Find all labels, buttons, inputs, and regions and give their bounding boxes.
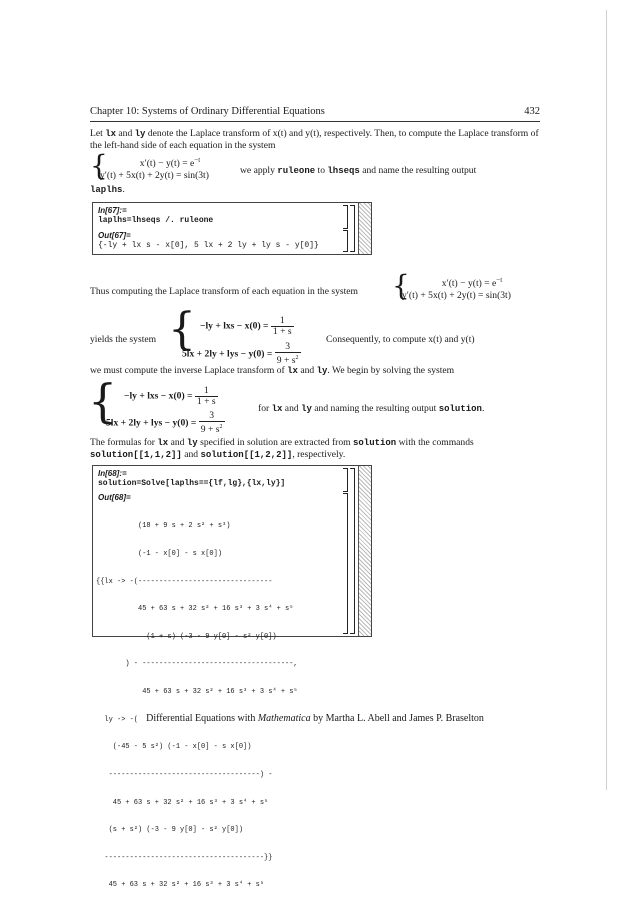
cell68-output-code: (18 + 9 s + 2 s² + s³) (-1 - x[0] - s x[0]) {{lx -> -(-------------------------------- 45 + 63 s + 32 s² + 16 s³ + 3 s⁴ + s⁵ (1 + s) (-3 - 9 y[0] - s² y[0]) ) - ------------------------------------, 45 + 63 s + 32 s² + 16 s³ + 3 s⁴ + s⁵ ly -> -( (-45 - 5 s²) (-1 - x[0] - s x[0]) ------------------------------------) - 45 + 63 s + 32 s² + 16 s³ + 3 s⁴ + s⁵ (s + s²) (-3 - 9 y[0] - s² y[0]) --------------------------------------}} 45 + 63 s + 32 s² + 16 s³ + 3 s⁴ + s⁵: [96, 522, 298, 890]
system3-eq2: 5lx + 2ly + lys − y(0) = $\frac{3}{9 + s^2}$: [182, 341, 299, 367]
page-footer: Differential Equations with Mathematica by Martha L. Abell and James P. Braselton: [146, 713, 484, 724]
inverse-laplace-text: we must compute the inverse Laplace transform of lx and ly. We begin by solving the system: [90, 365, 455, 376]
header-rule: [90, 121, 540, 122]
cell67-input-label: In[67]:=: [98, 206, 127, 215]
extract-formulas-text: The formulas for lx and ly specified in solution are extracted from solution with the commands solution[[1,1,2]] and solution[[1,2,2]], respectively.: [90, 437, 474, 460]
cell67-group-bracket[interactable]: [350, 205, 355, 252]
cell67-output-label: Out[67]=: [98, 231, 131, 240]
cell68-input-code[interactable]: solution=Solve[laplhs=={lf,lg},{lx,ly}]: [98, 479, 286, 488]
chapter-title: Chapter 10: Systems of Ordinary Differential Equations: [90, 106, 325, 117]
cell68-group-bracket[interactable]: [350, 468, 355, 634]
system1-brace: {: [90, 149, 108, 182]
laplhs-name: laplhs.: [90, 184, 125, 195]
cell68-output-bracket[interactable]: [343, 493, 348, 634]
system1-eq2: y′(t) + 5x(t) + 2y(t) = sin(3t): [100, 170, 209, 181]
running-header: [90, 106, 540, 117]
system4-eq1: −ly + lxs − x(0) = $\frac{1}{1 + s}$: [124, 385, 216, 407]
intro-paragraph: Let lx and ly denote the Laplace transform of x(t) and y(t), respectively. Then, to compute the Laplace transform of the left-hand side of each equation in the system: [90, 128, 539, 151]
apply-rule-text: we apply ruleone to lhseqs and name the resulting output: [240, 165, 477, 176]
yields-label: yields the system: [90, 334, 157, 345]
consequently-text: Consequently, to compute x(t) and y(t): [326, 334, 475, 345]
cell68-input-bracket[interactable]: [343, 468, 348, 492]
cell67-scrollbar[interactable]: [358, 203, 371, 254]
notebook-cell-67[interactable]: [92, 202, 372, 255]
system3-brace: {: [168, 304, 196, 355]
system3-eq1: −ly + lxs − x(0) = $\frac{1}{1 + s}$: [200, 315, 292, 337]
page-number: 432: [524, 106, 540, 117]
cell68-scrollbar[interactable]: [358, 466, 371, 636]
system2-eq1: $x'(t) - y(t) = e^{-t}$: [441, 276, 503, 290]
system4-brace: {: [88, 374, 118, 428]
cell67-input-bracket[interactable]: [343, 205, 348, 229]
cell67-input-code[interactable]: laplhs=lhseqs /. ruleone: [98, 216, 214, 225]
system2-brace: {: [392, 269, 410, 302]
cell67-output-bracket[interactable]: [343, 230, 348, 252]
system1-eq1: $x'(t) - y(t) = e^{-t}$: [139, 156, 201, 170]
page-edge: [606, 10, 607, 790]
system2-eq2: y′(t) + 5x(t) + 2y(t) = sin(3t): [402, 290, 511, 301]
cell68-input-label: In[68]:=: [98, 469, 127, 478]
solve-system-text: for lx and ly and naming the resulting output solution.: [258, 403, 485, 414]
cell68-output-label: Out[68]=: [98, 493, 131, 502]
thus-text: Thus computing the Laplace transform of each equation in the system: [90, 286, 359, 297]
cell67-output-code: {-ly + lx s - x[0], 5 lx + 2 ly + ly s - y[0]}: [98, 241, 319, 250]
system4-eq2: 5lx + 2ly + lys − y(0) = $\frac{3}{9 + s^2}$: [106, 410, 223, 436]
